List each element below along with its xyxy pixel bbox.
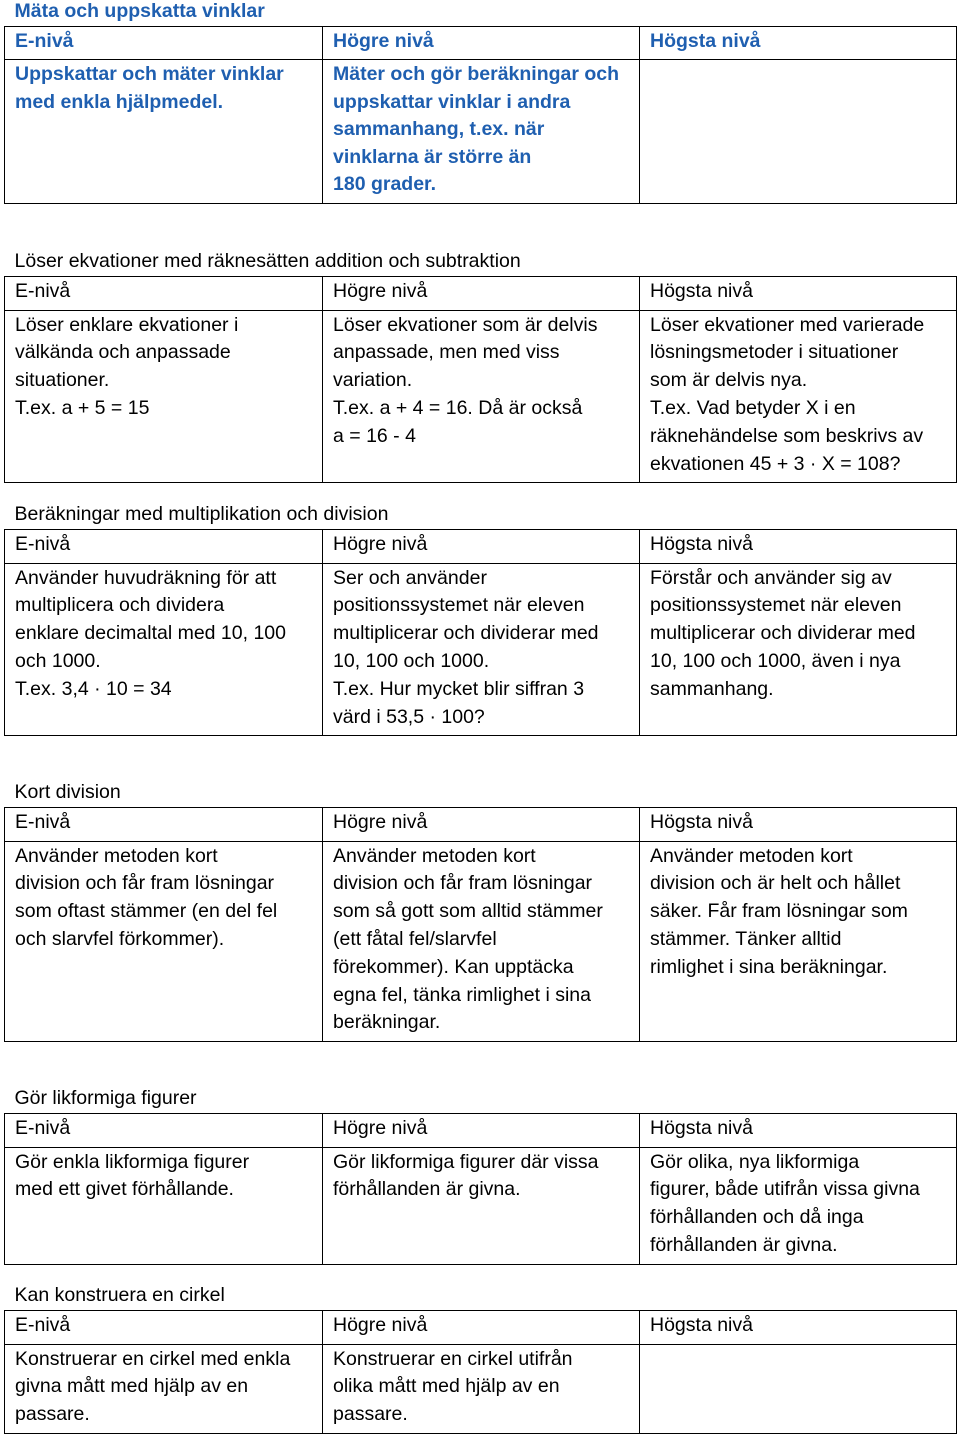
cell-line: rimlighet i sina beräkningar.: [650, 955, 888, 978]
cell-line: Gör olika, nya likformiga: [650, 1150, 860, 1173]
cell-line: T.ex. 3,4 · 10 = 34: [15, 677, 172, 700]
level-header-highest: Högsta nivå: [640, 1310, 957, 1344]
criteria-cell-highest: [640, 60, 957, 204]
cell-line: olika mått med hjälp av en: [333, 1375, 560, 1398]
level-header-e: E-nivå: [5, 1310, 323, 1344]
criteria-cell-highest: [640, 841, 957, 1042]
level-header-higher: Högre nivå: [323, 529, 640, 563]
cell-line: anpassade, men med viss: [333, 341, 560, 364]
cell-line: figurer, både utifrån vissa givna: [650, 1178, 920, 1201]
criteria-cell-higher: [323, 1147, 640, 1264]
criteria-cell-e: [5, 563, 323, 736]
section-title: Beräkningar med multiplikation och division: [14, 503, 389, 525]
cell-line: variation.: [333, 369, 413, 392]
cell-line: beräkningar.: [333, 1011, 441, 1034]
criteria-cell-e: [5, 1147, 323, 1264]
level-header-higher: Högre nivå: [323, 1310, 640, 1344]
criteria-table: [4, 777, 957, 1042]
cell-line: räknehändelse som beskrivs av: [650, 424, 924, 447]
cell-line: Använder metoden kort: [333, 844, 536, 867]
cell-line: Ser och använder: [333, 566, 487, 589]
criteria-cell-higher: [323, 60, 640, 204]
cell-line: positionssystemet när eleven: [650, 594, 902, 617]
cell-line: Löser enklare ekvationer i: [15, 313, 239, 336]
criteria-cell-higher: [323, 1344, 640, 1433]
section-short-division: [4, 777, 956, 1042]
level-header-highest: Högsta nivå: [640, 807, 957, 841]
section-equations: [4, 246, 956, 483]
section-title: Gör likformiga figurer: [14, 1087, 197, 1109]
cell-line: 180 grader.: [333, 173, 436, 195]
cell-line: Använder metoden kort: [650, 844, 853, 867]
cell-line: Använder metoden kort: [15, 844, 218, 867]
criteria-cell-highest: [640, 1344, 957, 1433]
cell-line: vinklarna är större än: [333, 145, 532, 168]
criteria-cell-higher: [323, 563, 640, 736]
cell-line: lösningsmetoder i situationer: [650, 341, 899, 364]
section-title: Mäta och uppskatta vinklar: [14, 0, 265, 22]
criteria-table: [4, 246, 957, 483]
criteria-cell-highest: [640, 1147, 957, 1264]
cell-line: passare.: [15, 1403, 90, 1426]
criteria-table: [4, 1280, 957, 1434]
cell-line: förekommer). Kan upptäcka: [333, 955, 574, 978]
cell-line: som är delvis nya.: [650, 369, 808, 392]
cell-line: (ett fåtal fel/slarvfel: [333, 927, 497, 950]
cell-line: multiplicerar och dividerar med: [650, 622, 916, 645]
criteria-cell-highest: [640, 563, 957, 736]
cell-line: som oftast stämmer (en del fel: [15, 900, 278, 923]
cell-line: Förstår och använder sig av: [650, 566, 892, 589]
level-header-highest: Högsta nivå: [640, 529, 957, 563]
level-header-e: E-nivå: [5, 26, 323, 60]
cell-line: division och är helt och hållet: [650, 872, 901, 895]
cell-line: multiplicerar och dividerar med: [333, 622, 599, 645]
cell-line: Använder huvudräkning för att: [15, 566, 277, 589]
section-angles: [4, 0, 956, 204]
level-header-higher: Högre nivå: [323, 807, 640, 841]
cell-line: och slarvfel förkommer).: [15, 927, 225, 950]
level-header-e: E-nivå: [5, 276, 323, 310]
cell-line: positionssystemet när eleven: [333, 594, 585, 617]
criteria-cell-e: [5, 1344, 323, 1433]
criteria-cell-higher: [323, 841, 640, 1042]
cell-line: egna fel, tänka rimlighet i sina: [333, 983, 591, 1006]
criteria-cell-highest: [640, 310, 957, 483]
cell-line: enklare decimaltal med 10, 100: [15, 622, 286, 645]
cell-line: Löser ekvationer som är delvis: [333, 313, 598, 336]
cell-line: T.ex. Vad betyder X i en: [650, 396, 856, 419]
cell-line: division och får fram lösningar: [333, 872, 593, 895]
cell-line: sammanhang.: [650, 677, 774, 700]
cell-line: sammanhang, t.ex. när: [333, 118, 545, 140]
section-title: Kan konstruera en cirkel: [14, 1284, 225, 1306]
cell-line: a = 16 - 4: [333, 424, 416, 447]
cell-line: T.ex. a + 5 = 15: [15, 396, 150, 419]
cell-line: situationer.: [15, 369, 110, 392]
level-header-highest: Högsta nivå: [640, 276, 957, 310]
section-multiplication-division: [4, 499, 956, 736]
criteria-cell-e: [5, 841, 323, 1042]
cell-line: T.ex. Hur mycket blir siffran 3: [333, 677, 585, 700]
cell-line: ekvationen 45 + 3 · X = 108?: [650, 452, 901, 475]
cell-line: välkända och anpassade: [15, 341, 231, 364]
level-header-e: E-nivå: [5, 529, 323, 563]
cell-line: Löser ekvationer med varierade: [650, 313, 925, 336]
level-header-higher: Högre nivå: [323, 1113, 640, 1147]
level-header-e: E-nivå: [5, 1113, 323, 1147]
level-header-highest: Högsta nivå: [640, 1113, 957, 1147]
cell-line: stämmer. Tänker alltid: [650, 927, 842, 950]
cell-line: T.ex. a + 4 = 16. Då är också: [333, 396, 583, 419]
cell-line: multiplicera och dividera: [15, 594, 225, 617]
cell-line: givna mått med hjälp av en: [15, 1375, 249, 1398]
level-header-e: E-nivå: [5, 807, 323, 841]
cell-line: 10, 100 och 1000, även i nya: [650, 649, 901, 672]
cell-line: och 1000.: [15, 649, 101, 672]
level-header-higher: Högre nivå: [323, 276, 640, 310]
cell-line: förhållanden är givna.: [333, 1178, 521, 1201]
cell-line: säker. Får fram lösningar som: [650, 900, 908, 923]
cell-line: division och får fram lösningar: [15, 872, 275, 895]
criteria-cell-e: [5, 60, 323, 204]
cell-line: med enkla hjälpmedel.: [15, 90, 224, 113]
criteria-table: [4, 499, 957, 736]
cell-line: Konstruerar en cirkel utifrån: [333, 1347, 573, 1370]
level-header-highest: Högsta nivå: [640, 26, 957, 60]
cell-line: med ett givet förhållande.: [15, 1178, 234, 1201]
cell-line: Gör enkla likformiga figurer: [15, 1150, 250, 1173]
section-similar-figures: [4, 1083, 956, 1265]
criteria-cell-higher: [323, 310, 640, 483]
section-title: Löser ekvationer med räknesätten addition och subtraktion: [14, 250, 521, 272]
cell-line: Uppskattar och mäter vinklar: [15, 63, 284, 85]
cell-line: Konstruerar en cirkel med enkla: [15, 1347, 291, 1370]
criteria-table: [4, 0, 957, 204]
cell-line: uppskattar vinklar i andra: [333, 90, 571, 113]
cell-line: passare.: [333, 1403, 408, 1426]
criteria-cell-e: [5, 310, 323, 483]
section-title: Kort division: [14, 781, 121, 803]
cell-line: 10, 100 och 1000.: [333, 649, 490, 672]
criteria-table: [4, 1083, 957, 1265]
cell-line: värd i 53,5 · 100?: [333, 705, 485, 728]
cell-line: förhållanden är givna.: [650, 1233, 838, 1256]
cell-line: Mäter och gör beräkningar och: [333, 63, 620, 85]
cell-line: Gör likformiga figurer där vissa: [333, 1150, 599, 1173]
section-circle: [4, 1280, 956, 1434]
cell-line: förhållanden och då inga: [650, 1206, 864, 1229]
cell-line: som så gott som alltid stämmer: [333, 900, 603, 923]
level-header-higher: Högre nivå: [323, 26, 640, 60]
